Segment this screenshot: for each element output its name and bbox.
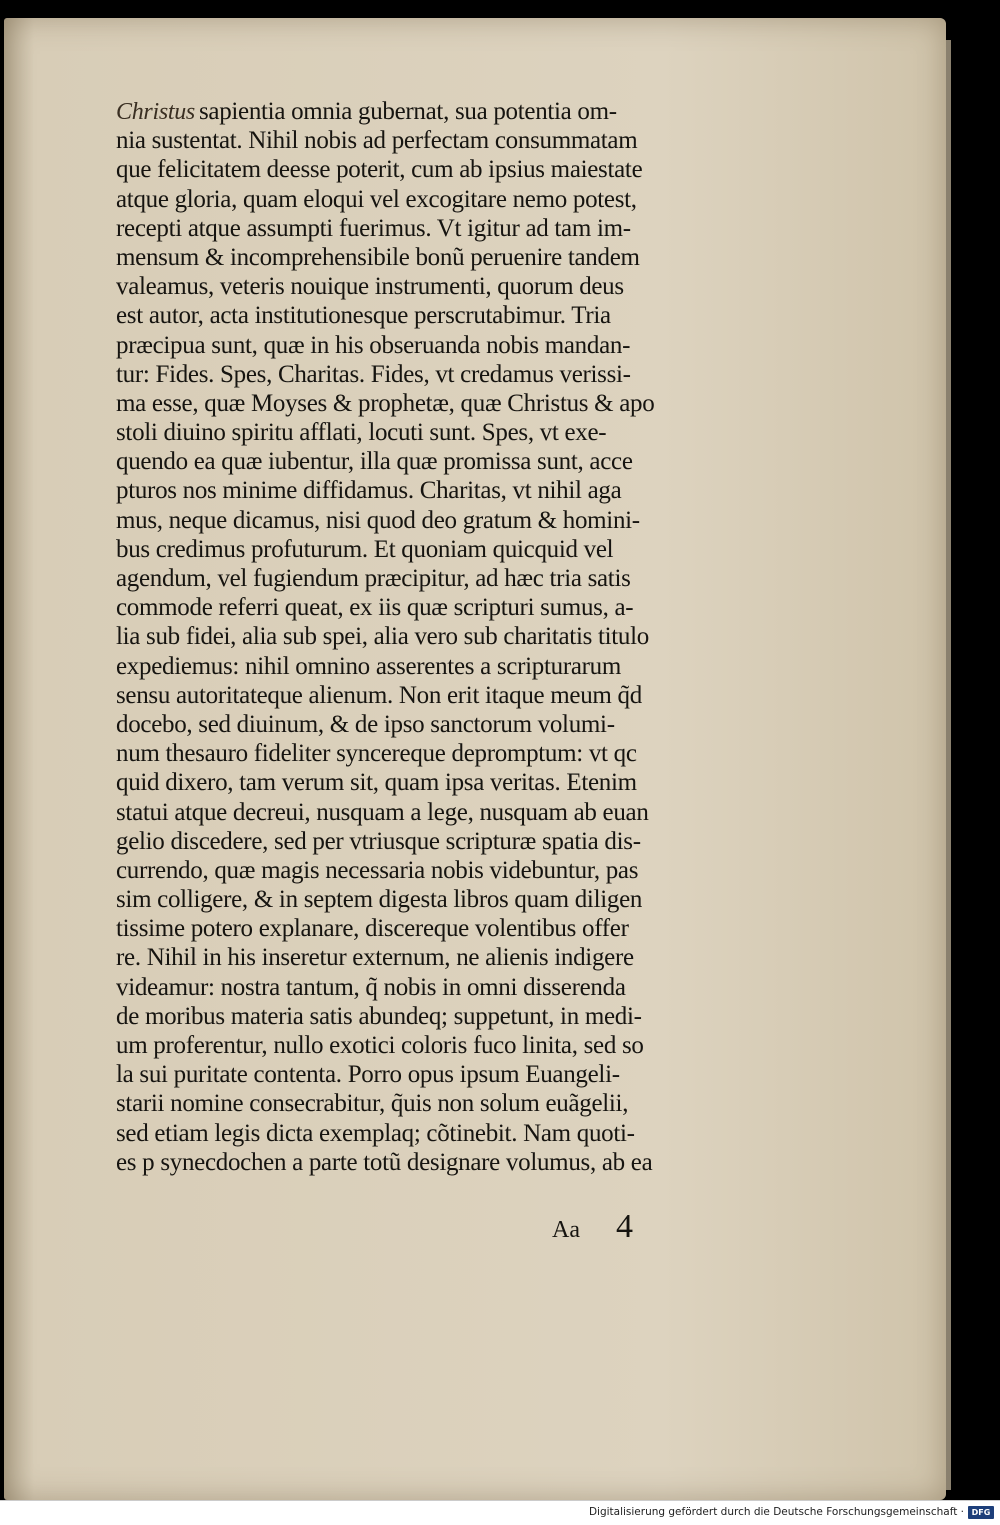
text-line: præcipua sunt, quæ in his obseruanda nobis mandan- [116, 331, 631, 359]
text-line: valeamus, veteris nouique instrumenti, quorum deus [116, 273, 624, 301]
text-block [116, 97, 776, 1177]
handwritten-margin-note: Christus [116, 99, 195, 125]
text-line: mus, neque dicamus, nisi quod deo gratum & homini- [116, 506, 640, 534]
text-line: atque gloria, quam eloqui vel excogitare nemo potest, [116, 185, 637, 213]
folio-number: 4 [615, 1208, 633, 1245]
text-line: lia sub fidei, alia sub spei, alia vero sub charitatis titulo [116, 623, 649, 651]
text-line: stoli diuino spiritu afflati, locuti sunt. Spes, vt exe- [116, 419, 607, 447]
text-line: quendo ea quæ iubentur, illa quæ promissa sunt, acce [116, 448, 633, 476]
text-line: statui atque decreui, nusquam a lege, nusquam ab euan [116, 798, 649, 826]
text-line: ma esse, quæ Moyses & prophetæ, quæ Christus & apo [116, 389, 655, 417]
text-line: gelio discedere, sed per vtriusque scripturæ spatia dis- [116, 827, 641, 855]
text-line: tur: Fides. Spes, Charitas. Fides, vt credamus verissi- [116, 360, 631, 388]
text-line: quid dixero, tam verum sit, quam ipsa veritas. Etenim [116, 769, 637, 797]
text-line: um proferentur, nullo exotici coloris fuco linita, sed so [116, 1032, 644, 1059]
text-line-content: sapientia omnia gubernat, sua potentia om- [198, 98, 617, 125]
text-line: sim colligere, & in septem digesta libros quam diligen [116, 886, 643, 914]
text-line: sed etiam legis dicta exemplaq; cõtinebit. Nam quoti- [116, 1119, 635, 1147]
text-line: currendo, quæ magis necessaria nobis videbuntur, pas [116, 856, 639, 884]
text-line: que felicitatem deesse poterit, cum ab ipsius maiestate [116, 156, 643, 184]
text-line: agendum, vel fugiendum præcipitur, ad hæc tria satis [116, 565, 631, 592]
text-line: pturos nos minime diffidamus. Charitas, vt nihil aga [116, 477, 622, 505]
signature-mark-line [552, 1208, 633, 1246]
text-line: expediemus: nihil omnino asserentes a scripturarum [116, 652, 622, 680]
text-line: videamur: nostra tantum, q̃ nobis in omni disserenda [116, 973, 626, 1001]
text-line: bus credimus profuturum. Et quoniam quicquid vel [116, 535, 614, 563]
text-line: es p synecdochen a parte totũ designare volumus, ab ea [116, 1148, 653, 1176]
text-line: starii nomine consecrabitur, q̃uis non solum euãgelii, [116, 1090, 629, 1118]
dfg-logo-icon: DFG [968, 1506, 994, 1519]
text-line: commode referri queat, ex iis quæ scripturi sumus, a- [116, 594, 634, 622]
text-line: recepti atque assumpti fuerimus. Vt igitur ad tam im- [116, 214, 631, 242]
text-line: est autor, acta institutionesque perscrutabimur. Tria [116, 302, 611, 330]
footer-bar [0, 1500, 1000, 1525]
text-line: num thesauro fideliter syncereque depromptum: vt qc [116, 740, 637, 768]
text-line: sensu autoritateque alienum. Non erit itaque meum q̃d [116, 681, 642, 709]
text-line: la sui puritate contenta. Porro opus ipsum Euangeli- [116, 1061, 620, 1089]
text-line: mensum & incomprehensibile bonũ peruenire tandem [116, 243, 640, 271]
signature-mark: Aa [552, 1217, 580, 1243]
book-page [4, 18, 946, 1500]
text-line: docebo, sed diuinum, & de ipso sanctorum volumi- [116, 710, 615, 738]
text-line: re. Nihil in his inseretur externum, ne alienis indigere [116, 944, 634, 972]
text-line [116, 97, 776, 126]
page-edge [946, 40, 951, 1490]
text-line: nia sustentat. Nihil nobis ad perfectam consummatam [116, 127, 638, 155]
text-line: tissime potero explanare, discereque volentibus offer [116, 915, 629, 943]
text-line: de moribus materia satis abundeq; suppetunt, in medi- [116, 1002, 642, 1030]
funding-credit: Digitalisierung gefördert durch die Deutsche Forschungsgemeinschaft · [588, 1506, 964, 1518]
